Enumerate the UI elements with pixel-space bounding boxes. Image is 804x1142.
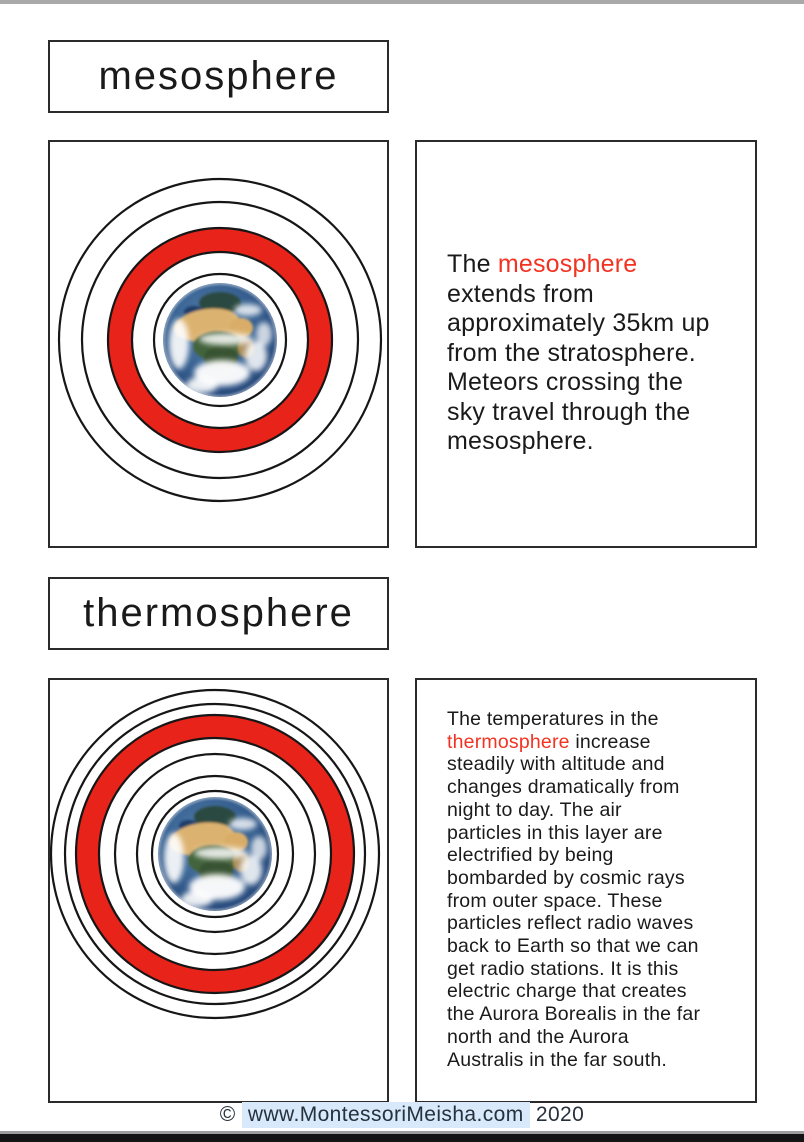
thermosphere-label-text: thermosphere (83, 591, 354, 635)
text-line (447, 867, 741, 890)
label-card-thermosphere (48, 577, 389, 650)
earth-image (158, 797, 272, 911)
viewer-bottom-edge (0, 1134, 804, 1142)
text-line (447, 912, 741, 935)
text-line (447, 1049, 741, 1072)
keyword-red: thermosphere (447, 730, 570, 753)
atmosphere-diagram-thermosphere (50, 680, 387, 1101)
text-run: from outer space. These (447, 889, 663, 912)
text-line (447, 890, 741, 913)
text-line (447, 980, 741, 1003)
diagram-card-mesosphere (48, 140, 389, 548)
text-run: electrified by being (447, 844, 614, 867)
viewer-top-edge (0, 0, 804, 4)
text-line (447, 309, 737, 339)
text-run: electric charge that creates (447, 980, 687, 1003)
text-line (447, 935, 741, 958)
text-run: particles in this layer are (447, 821, 663, 844)
text-line (447, 776, 741, 799)
text-run: approximately 35km up (447, 309, 710, 337)
text-run: increase (569, 730, 651, 753)
atmosphere-diagram-mesosphere (50, 142, 387, 546)
text-run: extends from (447, 279, 594, 308)
text-run: the Aurora Borealis in the far (447, 1003, 701, 1026)
text-run: Australis in the far south. (447, 1048, 668, 1071)
text-line (447, 1003, 741, 1026)
text-run: from the stratosphere. (447, 338, 696, 367)
text-run: steadily with altitude and (447, 753, 665, 776)
text-run: particles reflect radio waves (447, 912, 694, 935)
text-line (447, 339, 737, 369)
text-line (447, 250, 737, 280)
text-line (447, 822, 741, 845)
text-line (447, 731, 741, 754)
text-run: bombarded by cosmic rays (447, 866, 685, 889)
description-card-mesosphere (415, 140, 757, 548)
text-run: The temperatures in the (447, 708, 659, 730)
text-line (447, 753, 741, 776)
text-run: get radio stations. It is this (447, 957, 679, 980)
text-run: Meteors crossing the (447, 368, 684, 396)
text-run: back to Earth so that we can (447, 935, 699, 958)
website-link[interactable]: www.MontessoriMeisha.com (242, 1102, 530, 1128)
footer-year: 2020 (535, 1103, 585, 1126)
text-line (447, 708, 741, 731)
text-line (447, 368, 737, 398)
diagram-card-thermosphere (48, 678, 389, 1103)
label-card-mesosphere (48, 40, 389, 113)
text-line (447, 844, 741, 867)
text-run: sky travel through the (447, 397, 691, 426)
text-line (447, 280, 737, 310)
text-run: mesosphere. (447, 427, 594, 455)
text-line (447, 799, 741, 822)
text-run: night to day. The air (447, 798, 622, 821)
text-line (447, 958, 741, 981)
copyright-symbol: © (219, 1103, 236, 1126)
earth-image (163, 283, 277, 397)
text-line (447, 427, 737, 457)
footer-copyright (0, 1103, 804, 1127)
text-run: north and the Aurora (447, 1025, 629, 1048)
text-run: The (447, 250, 498, 278)
keyword-red: mesosphere (497, 250, 638, 278)
description-card-thermosphere (415, 678, 757, 1103)
text-line (447, 398, 737, 428)
text-line (447, 1026, 741, 1049)
text-run: changes dramatically from (447, 776, 680, 799)
mesosphere-label-text: mesosphere (98, 54, 339, 98)
